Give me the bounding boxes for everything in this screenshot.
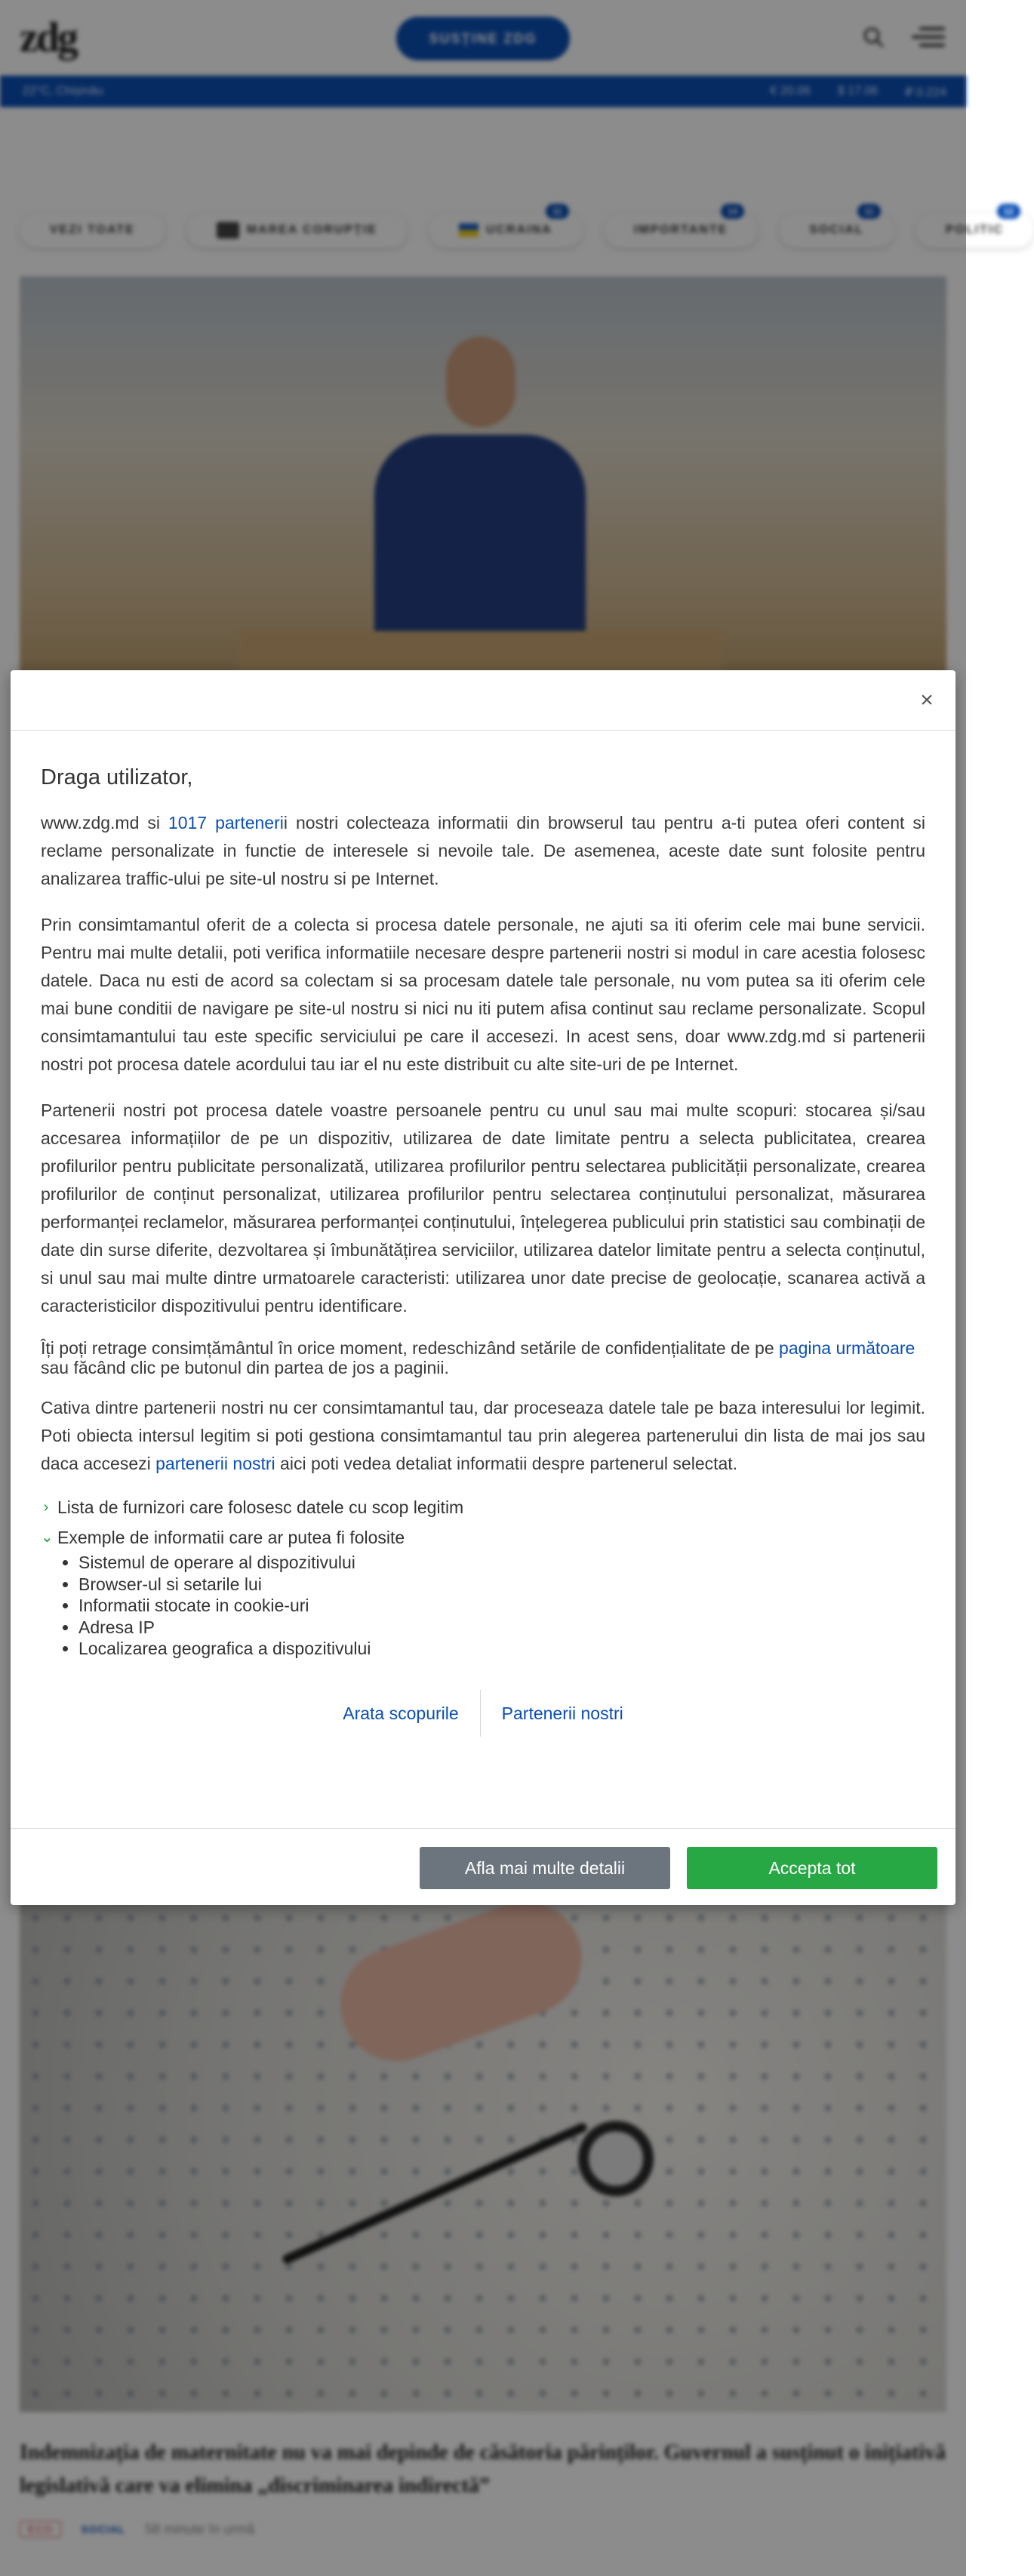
text-segment: sau făcând clic pe butonul din partea de jos a paginii.: [41, 1358, 449, 1377]
list-item: • Localizarea geografica a dispozitivului: [78, 1638, 925, 1660]
category-count-badge: 14: [721, 204, 744, 219]
modal-body: [11, 731, 956, 1737]
chevron-down-icon: ⌄: [41, 1529, 54, 1546]
our-partners-inline-link[interactable]: partenerii nostri: [155, 1454, 275, 1473]
consent-paragraph-purpose: Prin consimtamantul oferit de a colecta si procesa datele personale, ne ajuti sa iti oferim cele mai bune servicii. Pentru mai multe detalii, poti verifica informatiile necesare despre partenerii nostri si modul in care acestia folosesc datele. Daca nu esti de acord sa colectam si sa procesam datele tale personale, nu vom putea sa iti oferim cele mai bune conditii de navigare pe site-ul nostru si nici nu iti putem afisa continut sau reclame personalizate. Scopul consimtamantului tau este specific serviciului pe care il accesezi. In acest sens, doar www.zdg.md si partenerii nostri pot procesa datele acordului tau iar el nu este distribuit cu alte site-uri de pe Internet.: [41, 915, 925, 1074]
text-segment: i nostri colecteaza informatii din browserul tau pentru a-ti putea oferi content si reclame personalizate in functie de interesele si nevoile tale. De asemenea, aceste date sunt folosite pentru analizarea traffic-ului pe site-ul nostru si pe Internet.: [41, 813, 926, 888]
expander-label: Exemple de informatii care ar putea fi folosite: [57, 1528, 405, 1547]
weather-text: 22°C, Chișinău: [23, 85, 103, 97]
article-tag-category[interactable]: SOCIAL: [81, 2523, 126, 2535]
legitimate-vendors-expander[interactable]: [41, 1496, 925, 1519]
modal-greeting: Draga utilizator,: [41, 765, 193, 789]
category-label: POLITIC: [945, 223, 1004, 236]
consent-paragraph-withdraw: [41, 1338, 925, 1377]
article-time: 58 minute în urmă: [145, 2521, 255, 2537]
category-count-badge: 12: [997, 204, 1020, 219]
accept-all-button[interactable]: Accepta tot: [687, 1847, 937, 1889]
text-segment: Cativa dintre partenerii nostri nu cer consimtamantul tau, dar proceseaza datele tale pe baza interesului lor legimit. Poti obiecta intersul legitim si poti gestiona consimtamantul tau prin alegerea partenerului din lista de mai jos sau daca accesezi: [41, 1398, 925, 1473]
support-button[interactable]: SUSȚINE ZDG: [396, 17, 570, 60]
consent-paragraph-intro: [41, 809, 925, 893]
article-tag-red[interactable]: ECO: [20, 2521, 61, 2538]
list-item: • Browser-ul si setarile lui: [78, 1574, 925, 1596]
more-details-button[interactable]: Afla mai multe detalii: [420, 1847, 670, 1889]
rate-usd: $ 17.06: [837, 85, 879, 97]
text-segment: www.zdg.md si: [41, 813, 168, 833]
modal-footer: [11, 1828, 956, 1905]
our-partners-link[interactable]: Partenerii nostri: [501, 1703, 623, 1723]
rate-eur: € 20.06: [770, 85, 811, 97]
category-label: IMPORTANTE: [633, 223, 728, 236]
consent-modal: [11, 670, 956, 1905]
consent-paragraph-processing: Partenerii nostri pot procesa datele voastre persoanele pentru cu unul sau mai multe scopuri: stocarea și/sau accesarea informațiilor de pe un dispozitiv, utilizarea de date limitate pentru a selecta publicitatea, crearea profilurilor pentru publicitate personalizată, utilizarea profilurilor pentru selectarea publicității personalizate, crearea profilurilor de conținut personalizat, utilizarea profilurilor pentru selectarea conținutului personalizat, măsurarea performanței reclamelor, măsurarea performanței conținutului, înțelegerea publicului prin statistici sau combinații de date din surse diferite, dezvoltarea și îmbunătățirea serviciilor, utilizarea datelor limitate pentru a selecta conținutul, si unul sau mai multe dintre urmatoarele caracteristi: utilizarea unor date precise de geolocație, scanarea activă a caracteristicilor dispozitivului pentru identificare.: [41, 1100, 925, 1316]
show-purposes-link[interactable]: Arata scopurile: [343, 1703, 459, 1723]
site-logo[interactable]: zdg: [20, 14, 76, 61]
consent-paragraph-legitimate: [41, 1394, 925, 1478]
text-segment: aici poti vedea detaliat informatii despre partenerul selectat.: [275, 1454, 738, 1473]
next-page-link[interactable]: pagina următoare: [779, 1338, 916, 1358]
list-item: • Informatii stocate in cookie-uri: [78, 1595, 925, 1617]
text-segment: Îți poți retrage consimțământul în orice moment, redeschizând setările de confidențialitate de pe: [41, 1338, 780, 1358]
partners-count-link[interactable]: 1017 parteneri: [168, 813, 284, 833]
chevron-right-icon: ›: [43, 1499, 49, 1516]
category-label: MAREA CORUPȚIE: [246, 223, 377, 236]
category-label: UCRAINA: [485, 223, 552, 236]
info-examples-list: [78, 1552, 925, 1660]
expander-label: Lista de furnizori care folosesc datele cu scop legitim: [57, 1497, 464, 1517]
close-icon[interactable]: ×: [920, 688, 934, 712]
modal-header: [11, 670, 956, 731]
info-examples-expander[interactable]: [41, 1526, 925, 1549]
list-item: • Sistemul de operare al dispozitivului: [78, 1552, 925, 1574]
article-headline[interactable]: Indemnizația de maternitate nu va mai depinde de căsătoria părinților. Guvernul a susținut o inițiativă legislativă care va elimina „discriminarea indirectă”: [20, 2441, 946, 2498]
category-count-badge: 11: [546, 204, 569, 219]
modal-link-row: [41, 1690, 925, 1737]
list-item: • Adresa IP: [78, 1617, 925, 1639]
category-count-badge: 11: [857, 204, 881, 219]
category-label: VEZI TOATE: [50, 223, 135, 236]
rate-rub: ₽ 0.224: [905, 86, 946, 99]
category-label: SOCIAL: [809, 223, 864, 236]
